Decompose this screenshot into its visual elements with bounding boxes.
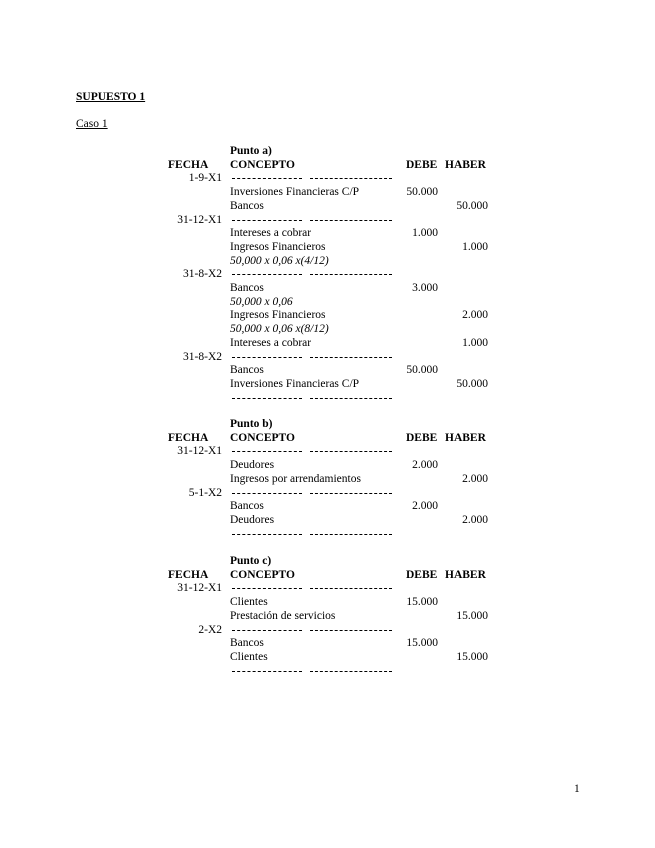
section-label-row (0, 144, 655, 158)
dashed-separator (232, 668, 392, 674)
account-name: Bancos (230, 637, 264, 650)
haber-header: HABER (445, 431, 486, 444)
entry-separator-row (0, 486, 655, 500)
debit-amount: 15.000 (406, 596, 438, 609)
debe-header: DEBE (406, 568, 438, 581)
entry-row (0, 595, 655, 609)
entry-row (0, 226, 655, 240)
entry-row (0, 185, 655, 199)
credit-amount: 50.000 (456, 377, 488, 390)
entry-date: 31-12-X1 (177, 213, 222, 226)
entry-separator-row (0, 527, 655, 541)
entry-separator-row (0, 581, 655, 595)
entry-row (0, 513, 655, 527)
section-label-row (0, 554, 655, 568)
account-name: Ingresos Financieros (230, 240, 326, 253)
dashed-separator (232, 448, 392, 454)
debit-amount: 50.000 (406, 364, 438, 377)
dashed-separator (232, 585, 392, 591)
account-name: Prestación de servicios (230, 609, 336, 622)
entry-date: 31-12-X1 (177, 582, 222, 595)
dashed-separator (232, 490, 392, 496)
debit-amount: 15.000 (406, 637, 438, 650)
entry-date: 2-X2 (198, 623, 222, 636)
entry-row (0, 636, 655, 650)
entry-row (0, 336, 655, 350)
fecha-header: FECHA (168, 568, 209, 581)
entry-separator-row (0, 267, 655, 281)
dashed-separator (232, 627, 392, 633)
entry-row (0, 308, 655, 322)
entry-row (0, 281, 655, 295)
debit-amount: 50.000 (406, 186, 438, 199)
section-label: Punto c) (230, 555, 272, 567)
calculation-note: 50,000 x 0,06 (230, 295, 293, 308)
entry-separator-row (0, 350, 655, 364)
entry-date: 31-12-X1 (177, 445, 222, 458)
section-label: Punto b) (230, 418, 273, 430)
calculation-note: 50,000 x 0,06 x(4/12) (230, 254, 329, 267)
dashed-separator (232, 531, 392, 537)
concepto-header: CONCEPTO (230, 158, 295, 171)
entry-row (0, 322, 655, 336)
fecha-header: FECHA (168, 431, 209, 444)
haber-header: HABER (445, 568, 486, 581)
debit-amount: 1.000 (412, 227, 438, 240)
account-name: Deudores (230, 459, 275, 472)
entry-row (0, 199, 655, 213)
fecha-header: FECHA (168, 158, 209, 171)
account-name: Bancos (230, 500, 264, 513)
dashed-separator (232, 217, 392, 223)
document-title: SUPUESTO 1 (76, 91, 146, 103)
account-name: Bancos (230, 282, 264, 294)
account-name: Inversiones Financieras C/P (230, 186, 360, 199)
credit-amount: 2.000 (462, 513, 488, 526)
concepto-header: CONCEPTO (230, 568, 295, 581)
entry-row (0, 240, 655, 254)
credit-amount: 1.000 (462, 240, 488, 253)
account-name: Deudores (230, 513, 275, 526)
entry-row (0, 650, 655, 664)
account-name: Intereses a cobrar (230, 227, 312, 240)
credit-amount: 50.000 (456, 199, 488, 212)
entry-separator-row (0, 664, 655, 678)
concepto-header: CONCEPTO (230, 431, 295, 444)
entry-date: 1-9-X1 (188, 172, 222, 185)
account-name: Clientes (230, 650, 268, 663)
entry-separator-row (0, 171, 655, 185)
account-name: Bancos (230, 364, 264, 377)
entry-row (0, 609, 655, 623)
account-name: Ingresos por arrendamientos (230, 472, 361, 485)
entry-separator-row (0, 391, 655, 405)
account-name: Clientes (230, 596, 268, 609)
debit-amount: 2.000 (412, 500, 438, 513)
column-header-row (0, 431, 655, 445)
dashed-separator (232, 354, 392, 360)
column-header-row (0, 568, 655, 582)
entry-row (0, 472, 655, 486)
account-name: Intereses a cobrar (230, 336, 312, 349)
credit-amount: 1.000 (462, 336, 488, 349)
section-label: Punto a) (230, 145, 272, 157)
account-name: Inversiones Financieras C/P (230, 377, 360, 390)
debe-header: DEBE (406, 158, 438, 171)
dashed-separator (232, 395, 392, 401)
credit-amount: 15.000 (456, 650, 488, 663)
entry-row (0, 363, 655, 377)
entry-separator-row (0, 213, 655, 227)
dashed-separator (232, 271, 392, 277)
haber-header: HABER (445, 158, 486, 171)
entry-row (0, 499, 655, 513)
debit-amount: 2.000 (412, 459, 438, 472)
section-label-row (0, 417, 655, 431)
entry-row (0, 458, 655, 472)
account-name: Ingresos Financieros (230, 309, 326, 322)
debit-amount: 3.000 (412, 282, 438, 294)
entry-separator-row (0, 623, 655, 637)
column-header-row (0, 158, 655, 172)
entry-row (0, 254, 655, 268)
credit-amount: 15.000 (456, 609, 488, 622)
calculation-note: 50,000 x 0,06 x(8/12) (230, 323, 329, 336)
debe-header: DEBE (406, 431, 438, 444)
dashed-separator (232, 175, 392, 181)
credit-amount: 2.000 (462, 309, 488, 322)
entry-separator-row (0, 444, 655, 458)
entry-date: 31-8-X2 (183, 268, 222, 281)
entry-date: 5-1-X2 (188, 486, 222, 499)
account-name: Bancos (230, 199, 264, 212)
credit-amount: 2.000 (462, 472, 488, 485)
page-number: 1 (574, 783, 580, 795)
entry-date: 31-8-X2 (183, 350, 222, 363)
entry-row (0, 295, 655, 309)
entry-row (0, 377, 655, 391)
document-subtitle: Caso 1 (76, 118, 108, 130)
